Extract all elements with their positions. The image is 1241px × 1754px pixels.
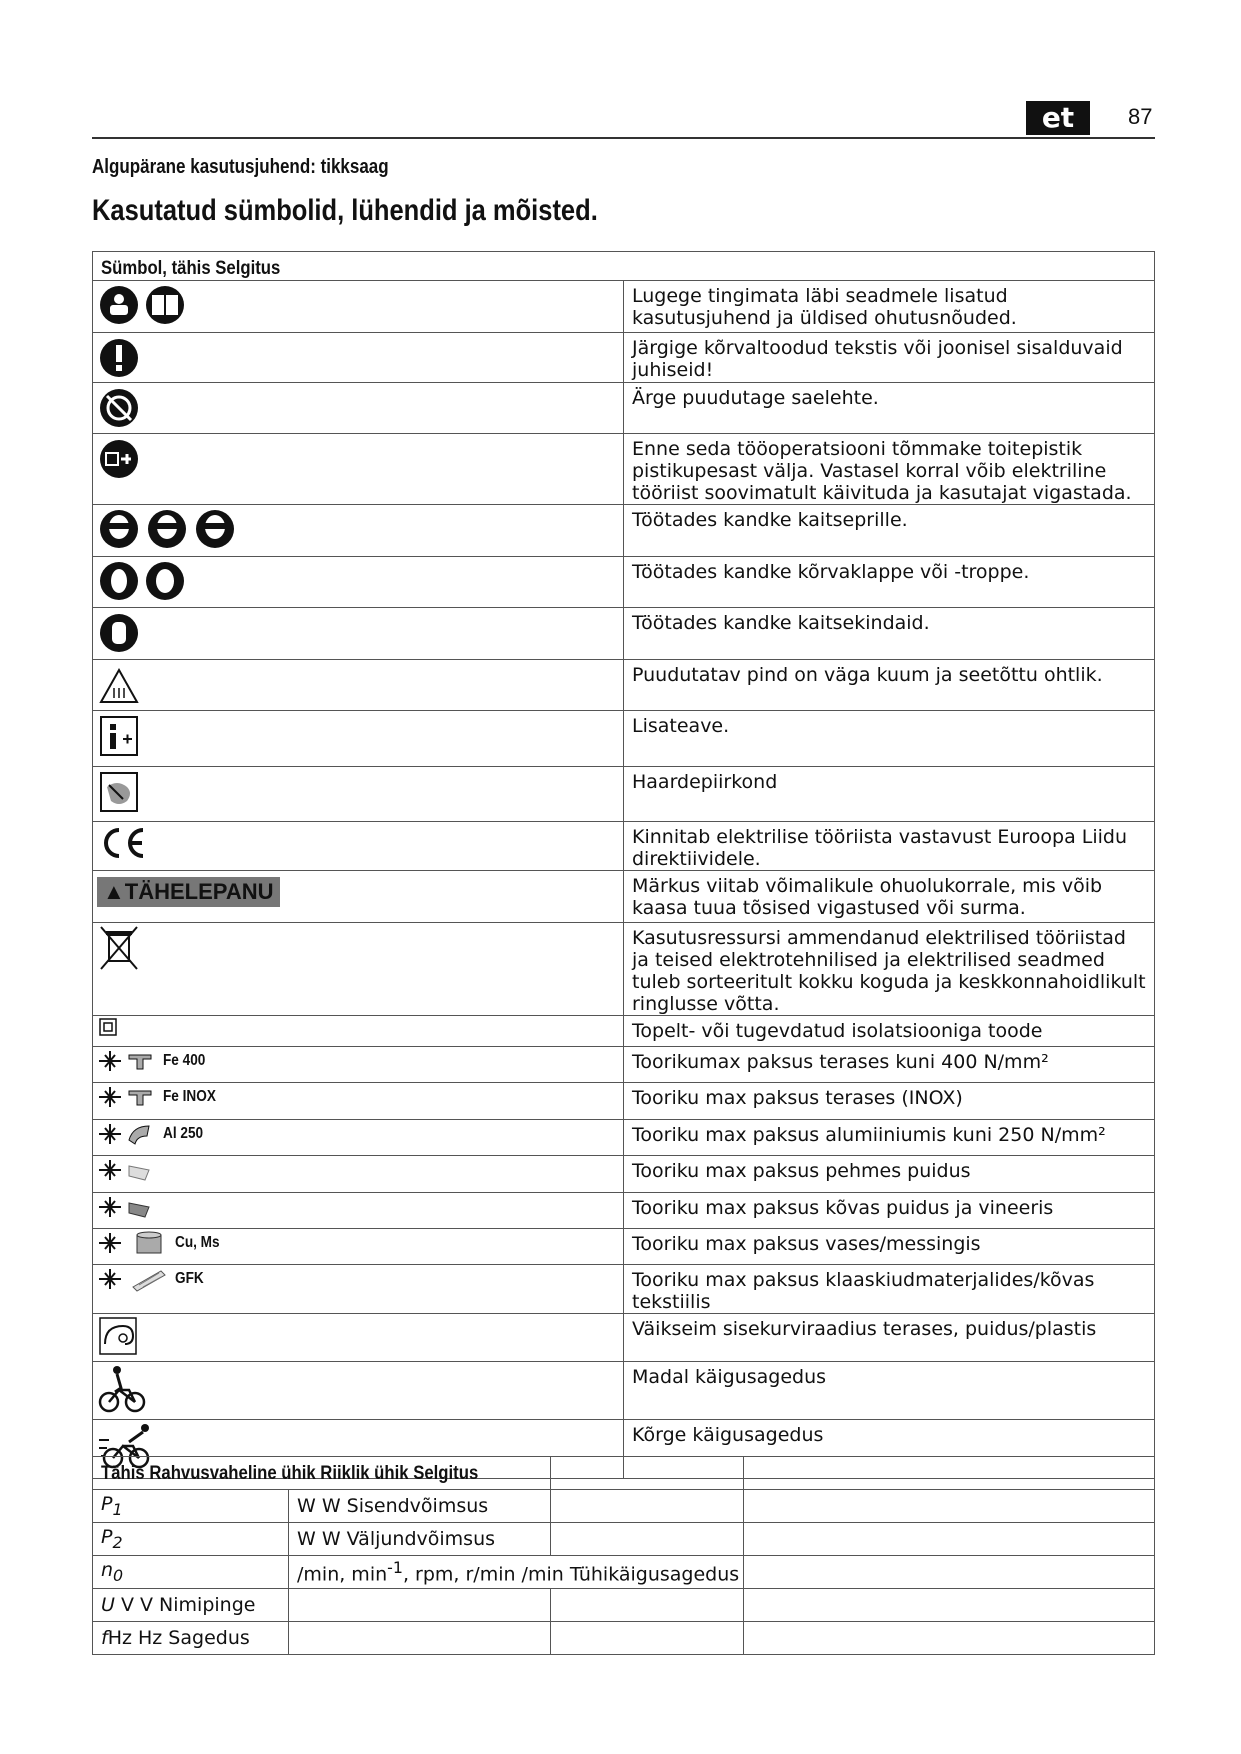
row-description: Tooriku max paksus terases (INOX) [632, 1087, 963, 1109]
symbol-label: GFK [175, 1270, 204, 1287]
row-description: Kinnitab elektrilise tööriista vastavust Euroopa Liidu direktiividele. [632, 826, 1128, 870]
table-row [93, 1047, 1155, 1083]
row-description: Töötades kandke kõrvaklappe või -troppe. [632, 561, 1030, 583]
unit-subscript: 0 [113, 1565, 124, 1585]
low-speed-bike-icon [97, 1362, 149, 1416]
symbol-label: Fe 400 [163, 1052, 206, 1069]
table-row [93, 505, 1155, 557]
hearing-protection-icon [97, 557, 189, 601]
table-row [93, 281, 1155, 333]
table-row [93, 1120, 1155, 1156]
unit-description: V V Nimipinge [120, 1594, 256, 1616]
header-rule [92, 137, 1155, 139]
weee-bin-icon [97, 923, 141, 971]
do-not-touch-blade-icon [97, 383, 141, 429]
warning-badge-label: TÄHELEPANU [124, 879, 274, 904]
table-row [93, 1490, 1155, 1523]
row-description: Toorikumax paksus terases kuni 400 N/mm² [632, 1051, 1049, 1073]
row-description: Haardepiirkond [632, 771, 778, 793]
row-description: Lisateave. [632, 715, 730, 737]
row-description: Enne seda tööoperatsiooni tõmmake toitepistik pistikupesast välja. Vastasel korral võib elektriline tööriist soovimatult käivituda ja kasutajat vigastada. [632, 438, 1132, 504]
row-description: Märkus viitab võimalikule ohuolukorrale, mis võib kaasa tuua tõsised vigastused või surma. [632, 875, 1103, 919]
unit-description: Hz Hz Sagedus [107, 1627, 250, 1649]
row-description: Tooriku max paksus pehmes puidus [632, 1160, 971, 1182]
table-row [93, 1589, 1155, 1622]
table-header-row [93, 1457, 1155, 1490]
unit-symbol: n [101, 1559, 114, 1582]
table-row [93, 1314, 1155, 1362]
table-row [93, 1156, 1155, 1193]
table-row [93, 1362, 1155, 1420]
row-description: Tooriku max paksus vases/messingis [632, 1233, 981, 1255]
table-row [93, 660, 1155, 711]
row-description: Järgige kõrvaltoodud tekstis või joonisel sisalduvaid juhiseid! [632, 337, 1123, 381]
table-row [93, 333, 1155, 383]
row-description: Ärge puudutage saelehte. [632, 387, 879, 409]
symbols-table-header: Sümbol, tähis Selgitus [101, 258, 281, 279]
unit-symbol: U [101, 1594, 115, 1616]
units-table [92, 1456, 1155, 1655]
row-description: Topelt- või tugevdatud isolatsiooniga toode [632, 1020, 1043, 1042]
table-row [93, 383, 1155, 434]
language-badge: et [1026, 101, 1090, 135]
copper-thickness-icon [97, 1229, 169, 1257]
unit-description: /min, min [297, 1563, 388, 1586]
table-row [93, 434, 1155, 505]
table-row [93, 1016, 1155, 1047]
unit-description: W W Väljundvõimsus [289, 1523, 551, 1556]
unplug-icon [97, 434, 141, 480]
symbols-table [92, 251, 1155, 1479]
row-description: Tooriku max paksus kõvas puidus ja vineeris [632, 1197, 1054, 1219]
row-description: Väikseim sisekurviraadius terases, puidus/plastis [632, 1318, 1097, 1340]
table-row [93, 871, 1155, 923]
table-row [93, 822, 1155, 871]
row-description: Kõrge käigusagedus [632, 1424, 824, 1446]
table-row [93, 1193, 1155, 1229]
unit-subscript: 2 [112, 1532, 123, 1552]
row-description: Töötades kandke kaitseprille. [632, 509, 908, 531]
softwood-thickness-icon [97, 1156, 157, 1184]
double-insulation-icon [97, 1016, 119, 1038]
unit-symbol: P [101, 1493, 113, 1516]
ce-mark-icon [97, 822, 147, 862]
table-row [93, 1622, 1155, 1655]
row-description: Kasutusressursi ammendanud elektrilised tööriistad ja teised elektrotehnilised ja elektrilised seadmed tuleb sorteeritult kokku koguda ja keskkonnahoidlikult ringlusse võtta. [632, 927, 1146, 1015]
table-row [93, 767, 1155, 822]
table-row [93, 557, 1155, 608]
table-row [93, 608, 1155, 660]
table-row [93, 1523, 1155, 1556]
aluminium-thickness-icon [97, 1120, 157, 1148]
row-description: Lugege tingimata läbi seadmele lisatud kasutusjuhend ja üldised ohutusnõuded. [632, 285, 1017, 329]
symbol-label: Fe INOX [163, 1088, 216, 1105]
exclamation-icon [97, 333, 141, 379]
table-row [93, 923, 1155, 1016]
table-row [93, 711, 1155, 767]
symbol-label: Cu, Ms [175, 1234, 220, 1251]
fiberglass-thickness-icon [97, 1265, 169, 1293]
page-number: 87 [1128, 104, 1153, 129]
unit-symbol: f [101, 1627, 108, 1649]
table-row [93, 1265, 1155, 1314]
table-row [93, 1083, 1155, 1120]
row-description: Tooriku max paksus klaaskiudmaterjalides/kõvas tekstiilis [632, 1269, 1095, 1313]
unit-description: W W Sisendvõimsus [289, 1490, 551, 1523]
steel-thickness-icon [97, 1083, 157, 1111]
table-header-row [93, 252, 1155, 281]
unit-symbol: P [101, 1526, 113, 1549]
hardwood-thickness-icon [97, 1193, 157, 1221]
read-manual-icon [97, 281, 189, 325]
row-description: Töötades kandke kaitsekindaid. [632, 612, 930, 634]
grip-area-icon [97, 767, 141, 815]
page-title: Kasutatud sümbolid, lühendid ja mõisted. [92, 194, 598, 227]
table-row [93, 1229, 1155, 1265]
unit-subscript: 1 [112, 1499, 123, 1519]
hot-surface-icon [97, 660, 141, 706]
symbol-label: Al 250 [163, 1125, 204, 1142]
gloves-icon [97, 608, 141, 654]
row-description: Madal käigusagedus [632, 1366, 827, 1388]
document-subtitle: Algupärane kasutusjuhend: tikksaag [92, 156, 389, 178]
info-icon [97, 711, 141, 759]
warning-badge-icon: ▲TÄHELEPANU [97, 877, 280, 907]
row-description: Tooriku max paksus alumiiniumis kuni 250 N/mm² [632, 1124, 1106, 1146]
table-row [93, 1556, 1155, 1589]
row-description: Puudutatav pind on väga kuum ja seetõttu ohtlik. [632, 664, 1103, 686]
unit-superscript: -1 [387, 1558, 403, 1578]
curve-radius-icon [97, 1314, 141, 1358]
safety-glasses-icon [97, 505, 237, 549]
steel-thickness-icon [97, 1047, 157, 1075]
units-table-header: Tähis Rahvusvaheline ühik Riiklik ühik Selgitus [101, 1462, 479, 1484]
unit-description-rest: , rpm, r/min /min Tühikäigusagedus [402, 1563, 740, 1586]
